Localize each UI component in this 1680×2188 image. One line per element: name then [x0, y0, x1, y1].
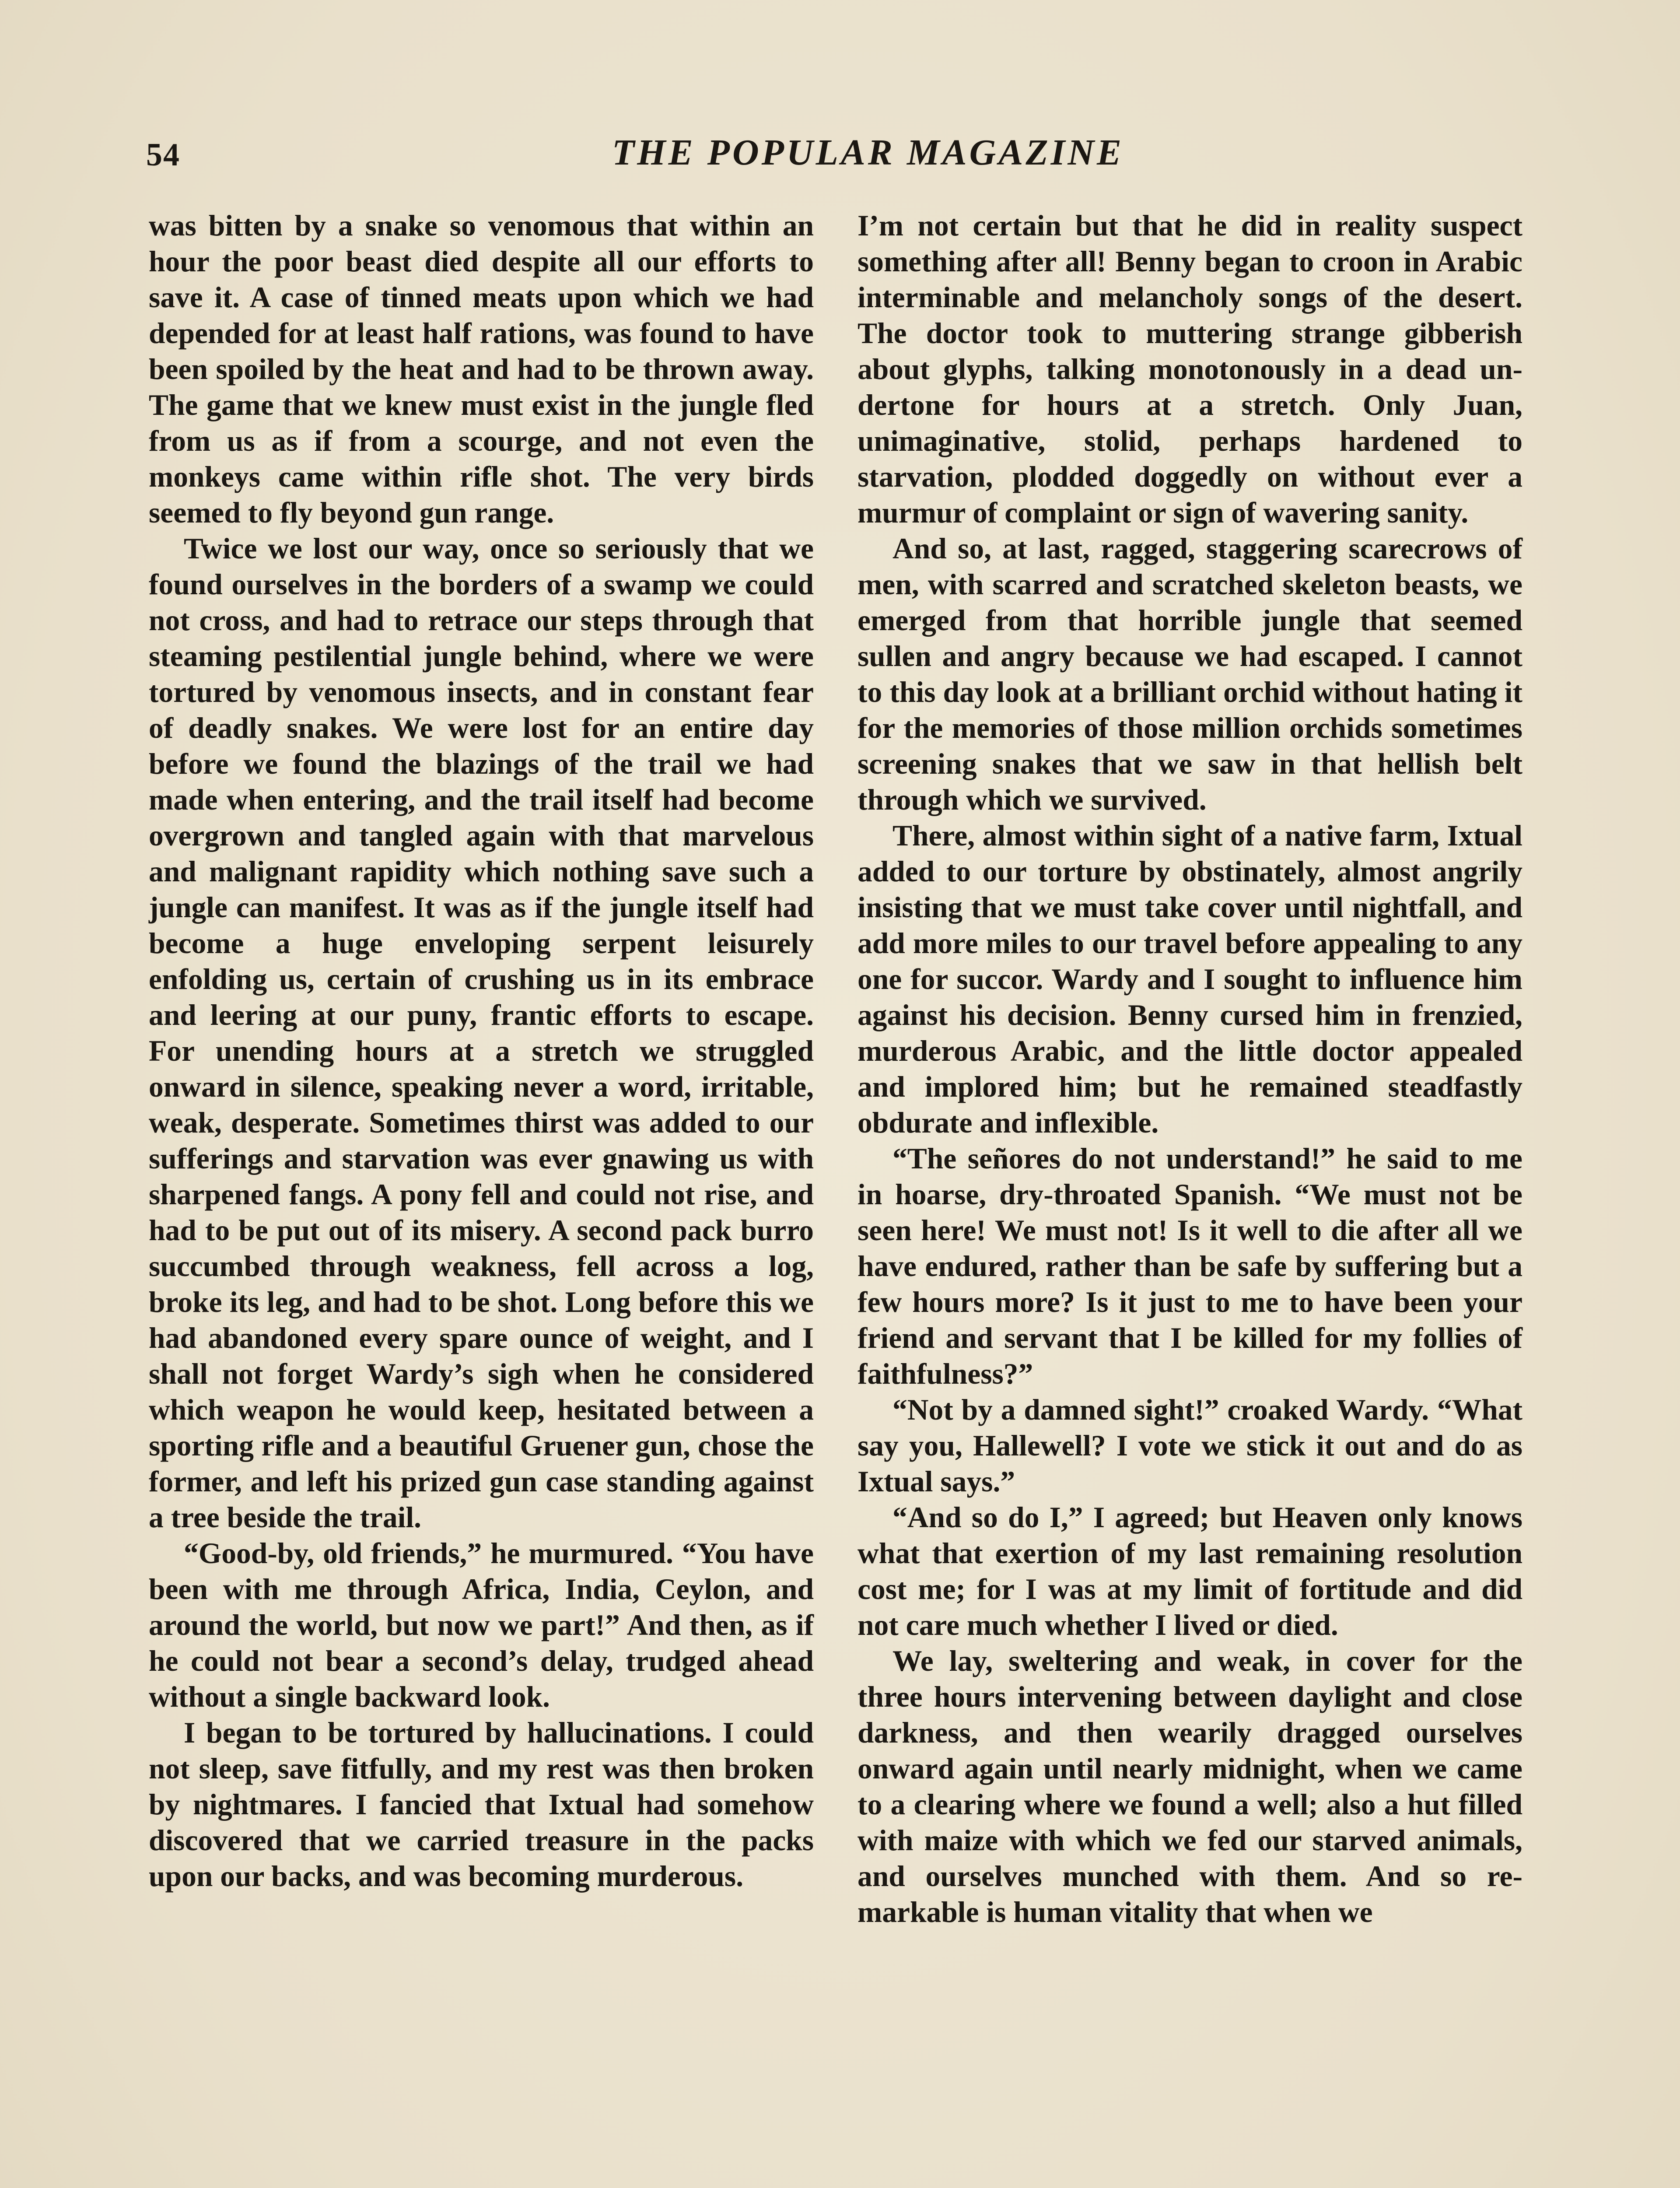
paragraph: I began to be tortured by hallucinations. I could not sleep, save fitfully, and my rest was then broken by nightmares. I fancied that Ixtual had somehow discovered that we carried treasure in the packs upon our backs, and was becoming murderous. — [149, 1716, 814, 1893]
paragraph: There, almost within sight of a native farm, Ixtual added to our torture by obstinately, almost angrily insisting that we must take cover until nightfall, and add more miles to our travel before appealing to any one for succor. Wardy and I sought to influence him against his decision. Benny cursed him in frenzied, murderous Arabic, and the little doctor appealed and implored him; but he remained steadfastly obdurate and inflexible. — [858, 819, 1522, 1139]
paragraph: “Not by a damned sight!” croaked Wardy. “What say you, Hallewell? I vote we stick it out and do as Ixtual says.” — [858, 1393, 1522, 1498]
paragraph: I’m not certain but that he did in reality suspect something after all! Benny began to croon in Arabic interminable and melancholy songs of the desert. The doctor took to muttering strange gibberish about glyphs, talking monotonously in a dead undertone for hours at a stretch. Only Juan, unimaginative, stolid, perhaps hardened to starvation, plodded doggedly on without ever a murmur of complaint or sign of wavering sanity. — [858, 209, 1522, 529]
paragraph: We lay, sweltering and weak, in cover for the three hours intervening between daylight and close darkness, and then wearily dragged ourselves onward again until nearly midnight, when we came to a clearing where we found a well; also a hut filled with maize with which we fed our starved animals, and ourselves munched with them. And so remarkable is human vitality that when we — [858, 1645, 1522, 1929]
paragraph: Twice we lost our way, once so seriously that we found ourselves in the borders of a swamp we could not cross, and had to retrace our steps through that steaming pestilential jungle behind, where we were tortured by venomous insects, and in constant fear of deadly snakes. We were lost for an entire day before we found the blazings of the trail we had made when entering, and the trail itself had become overgrown and tangled again with that marvelous and malignant rapidity which nothing save such a jungle can manifest. It was as if the jungle itself had become a huge enveloping serpent leisurely enfolding us, certain of crushing us in its embrace and leering at our puny, frantic efforts to escape. For unending hours at a stretch we struggled onward in silence, speaking never a word, irritable, weak, desperate. Sometimes thirst was added to our sufferings and starvation was ever gnawing us with sharpened fangs. A pony fell and could not rise, and had to be put out of its misery. A second pack burro succumbed through weakness, fell across a log, broke its leg, and had to be shot. Long before this we had abandoned every spare ounce of weight, and I shall not forget Wardy’s sigh when he considered which weapon he would keep, hesitated between a sporting rifle and a beautiful Gruener gun, chose the former, and left his prized gun case standing against a tree beside the trail. — [149, 532, 814, 1534]
left-column — [149, 208, 814, 1894]
running-title: THE POPULAR MAGAZINE — [612, 132, 1124, 173]
paragraph: was bitten by a snake so venomous that within an hour the poor beast died despite all our efforts to save it. A case of tinned meats upon which we had depended for at least half rations, was found to have been spoiled by the heat and had to be thrown away. The game that we knew must exist in the jungle fled from us as if from a scourge, and not even the monkeys came within rifle shot. The very birds seemed to fly beyond gun range. — [149, 209, 814, 529]
paragraph: “Good-by, old friends,” he murmured. “You have been with me through Africa, India, Ceylon, and around the world, but now we part!” And then, as if he could not bear a second’s delay, trudged ahead without a single backward look. — [149, 1537, 814, 1713]
page-number: 54 — [146, 137, 180, 173]
paragraph: And so, at last, ragged, staggering scarecrows of men, with scarred and scratched skeleton beasts, we emerged from that horrible jungle that seemed sullen and angry because we had escaped. I cannot to this day look at a brilliant orchid without hating it for the memories of those million orchids sometimes screening snakes that we saw in that hellish belt through which we survived. — [858, 532, 1522, 816]
paragraph: “And so do I,” I agreed; but Heaven only knows what that exertion of my last remaining resolution cost me; for I was at my limit of fortitude and did not care much whether I lived or died. — [858, 1501, 1522, 1641]
paragraph: “The señores do not understand!” he said to me in hoarse, dry-throated Spanish. “We must not be seen here! We must not! Is it well to die after all we have endured, rather than be safe by suffering but a few hours more? Is it just to me to have been your friend and servant that I be killed for my follies of faithfulness?” — [858, 1142, 1522, 1390]
page-header — [146, 131, 1529, 179]
right-column — [858, 208, 1522, 1930]
